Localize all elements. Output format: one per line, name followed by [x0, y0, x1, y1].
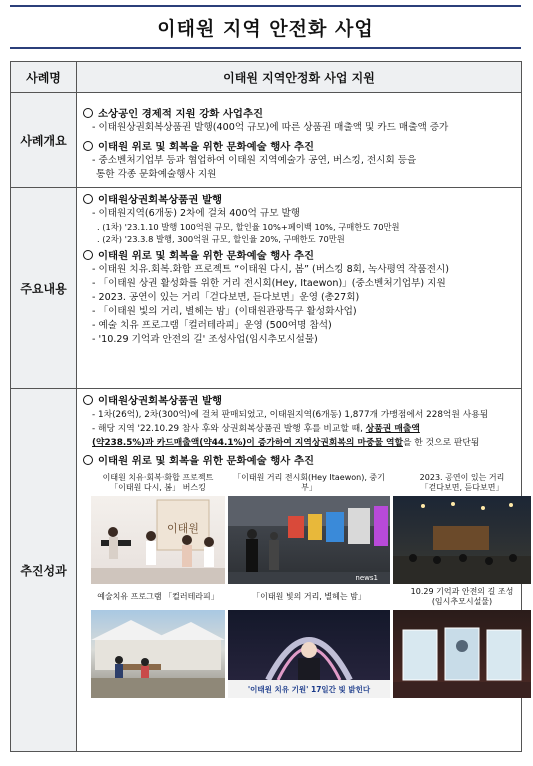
main-bullet: - 2023. 공연이 있는 거리「걷다보면, 듣다보면」운영 (총27회) [92, 292, 360, 303]
main-bullet: - 예술 치유 프로그램「컬러테라피」운영 (500여명 참석) [92, 320, 332, 331]
overview-bullet-cont: 통한 각종 문화예술행사 지원 [96, 169, 217, 180]
main-sub-bullet: . (2차) '23.3.8 발행, 300억원 규모, 할인율 20%, 구매한도 70만원 [97, 234, 345, 244]
overview-row [11, 93, 522, 188]
street-performance-art [393, 496, 531, 584]
page-title: 이태원 지역 안전화 사업 [157, 17, 374, 40]
header-label: 사례명 [11, 62, 77, 93]
main-bullet: - 「이태원 빛의 거리, 별헤는 밤」(이태원관광특구 활성화사업) [92, 306, 357, 317]
case-table [10, 61, 522, 752]
main-content-row [11, 188, 522, 389]
news-logo-text: news1 [355, 574, 378, 582]
light-street-photo [228, 610, 390, 698]
main-bullet: - 이태원 치유.회복.화합 프로젝트 “이태원 다시, 봄” (버스킹 8회, 녹사평역 작품전시) [92, 264, 449, 275]
light-street-art [228, 610, 390, 698]
photo-caption: 「이태원 빛의 거리, 별헤는 밤」 [252, 592, 366, 601]
photo-grid [91, 472, 515, 698]
circle-bullet-icon [83, 108, 93, 118]
circle-bullet-icon [83, 250, 93, 260]
overview-content [77, 93, 522, 188]
circle-bullet-icon [83, 455, 93, 465]
color-therapy-art [91, 610, 225, 698]
overview-heading-1: 소상공인 경제적 지원 강화 사업추진 [83, 107, 515, 121]
news-banner-text: '이태원 치유 기원' 17일간 빛 밝힌다 [247, 685, 371, 694]
header-row [11, 62, 522, 93]
busking-photo-art [91, 496, 225, 584]
overview-bullet: - 이태원상권회복상품권 발행(400억 규모)에 따른 상품권 매출액 및 카드 매출액 증가 [92, 122, 449, 133]
color-therapy-photo [91, 610, 225, 698]
photo-caption: 2023. 공연이 있는 거리 「걷다보면, 듣다보면」 [419, 473, 505, 492]
main-heading-1: 이태원상권회복상품권 발행 [83, 193, 515, 207]
main-content-label: 주요내용 [11, 188, 77, 389]
main-bullet: - '10.29 기억과 안전의 길' 조성사업(임시추모시설물) [92, 334, 318, 345]
street-performance-photo [393, 496, 531, 584]
results-bullet: - 1차(26억), 2차(300억)에 걸쳐 판매되었고, 이태원지역(6개동) 1,877개 가맹점에서 228억원 사용됨 [92, 410, 489, 420]
photo-caption: 이태원 치유·회복·화합 프로젝트 「이태원 다시, 봄」 버스킹 [102, 473, 214, 492]
photo-caption: 10.29 기억과 안전의 길 조성 (임시추모시설물) [410, 587, 514, 606]
overview-heading-2: 이태원 위로 및 회복을 위한 문화예술 행사 추진 [83, 140, 515, 154]
results-heading-1: 이태원상권회복상품권 발행 [83, 394, 515, 408]
main-sub-bullet: . (1차) '23.1.10 발행 100억원 규모, 할인율 10%+페이백 10%, 구매한도 70만원 [97, 222, 400, 232]
page-title-box [10, 5, 521, 49]
results-label: 추진성과 [11, 389, 77, 752]
main-content [77, 188, 522, 389]
memorial-art [393, 610, 531, 698]
overview-label: 사례개요 [11, 93, 77, 188]
busking-sign-text: 이태원 [167, 522, 199, 535]
results-heading-2: 이태원 위로 및 회복을 위한 문화예술 행사 추진 [83, 454, 515, 468]
circle-bullet-icon [83, 141, 93, 151]
overview-bullet: - 중소벤처기업부 등과 협업하여 이태원 지역예술가 공연, 버스킹, 전시회 등을 [92, 155, 417, 166]
main-heading-2: 이태원 위로 및 회복을 위한 문화예술 행사 추진 [83, 249, 515, 263]
results-row [11, 389, 522, 752]
main-bullet: - 「이태원 상권 활성화를 위한 거리 전시회(Hey, Itaewon)」(중소벤처기업부) 지원 [92, 278, 446, 289]
photo-caption: 「이태원 거리 전시회(Hey Itaewon), 중기부」 [233, 473, 385, 492]
memorial-photo [393, 610, 531, 698]
exhibition-photo [228, 496, 390, 584]
circle-bullet-icon [83, 194, 93, 204]
photo-caption: 예술치유 프로그램 「컬러테라피」 [97, 592, 219, 601]
header-value: 이태원 지역안정화 사업 지원 [77, 62, 522, 93]
results-bullet-2: - 해당 지역 '22.10.29 참사 후와 상권회복상품권 발행 후를 비교할 때, 상품권 매출액 (약238.5%)과 카드매출액(약44.1%)이 증가하여 지역상권회복의 마중물 역할을 한 것으로 판단됨 [92, 424, 480, 448]
results-content [77, 389, 522, 752]
circle-bullet-icon [83, 395, 93, 405]
busking-photo [91, 496, 225, 584]
main-bullet: - 이태원지역(6개동) 2차에 걸쳐 400억 규모 발행 [92, 208, 301, 219]
exhibition-photo-art [228, 496, 390, 584]
